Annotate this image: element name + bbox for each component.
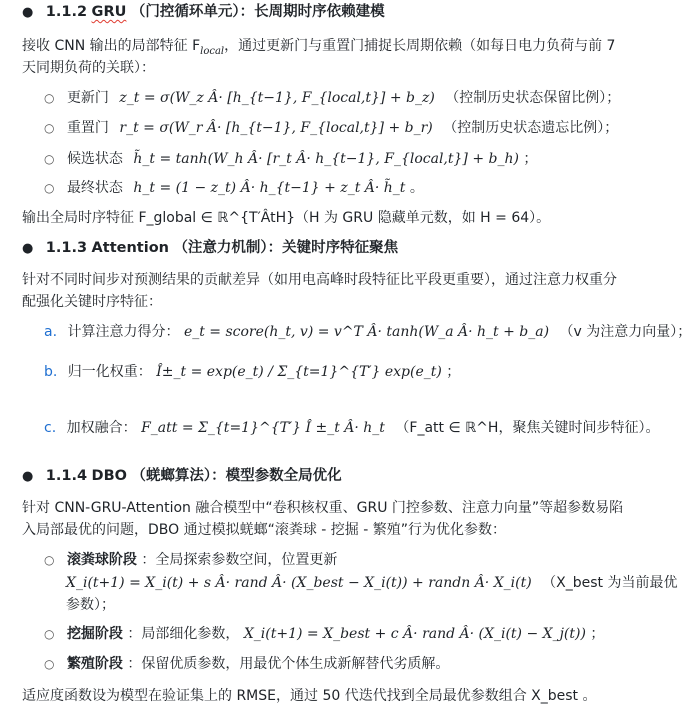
list-marker: a. xyxy=(44,324,58,340)
item-desc: ：局部细化参数， xyxy=(127,626,240,642)
list-item xyxy=(44,624,604,644)
item-label: 滚粪球阶段 xyxy=(66,552,137,568)
item-label: 候选状态 xyxy=(66,151,123,167)
intro-tail: ，通过更新门与重置门捕捉长周期依赖（如每日电力负荷与前 7 xyxy=(224,38,616,54)
list-item-continuation: 参数）； xyxy=(66,597,115,613)
heading-number: 1.1.2 xyxy=(45,4,88,20)
item-label: 挖掘阶段 xyxy=(66,626,123,642)
item-note: ； xyxy=(446,364,461,380)
circle-bullet-icon: ○ xyxy=(44,627,55,641)
item-desc: ：保留优质参数，用最优个体生成新解替代劣质解。 xyxy=(127,656,450,672)
bullet-dot: ● xyxy=(22,5,34,20)
list-marker: b. xyxy=(44,364,58,380)
intro-subscript: local xyxy=(200,45,225,57)
item-note: 。 xyxy=(409,180,424,196)
list-item-continuation xyxy=(66,573,678,593)
math-formula: F_att = Σ_{t=1}^{T′} Î ±_t Â· h_t xyxy=(141,420,385,436)
item-label: 计算注意力得分： xyxy=(67,324,180,340)
paragraph-line: 针对 CNN-GRU-Attention 融合模型中“卷积核权重、GRU 门控参数、注意力向量”等超参数易陷 xyxy=(22,500,624,516)
math-formula: Î±_t = exp(e_t) / Σ_{t=1}^{T′} exp(e_t) xyxy=(156,364,442,380)
circle-bullet-icon: ○ xyxy=(44,121,55,135)
circle-bullet-icon: ○ xyxy=(44,152,55,166)
list-item xyxy=(44,362,460,382)
paragraph-line: 输出全局时序特征 F_global ∈ ℝ^{T′ÂtH}（H 为 GRU 隐藏单元数，如 H = 64）。 xyxy=(22,210,551,226)
bullet-dot: ● xyxy=(22,241,34,256)
math-formula: e_t = score(h_t, v) = v^T Â· tanh(W_a Â· h_t + b_a) xyxy=(183,324,550,340)
section-heading-1-1-4 xyxy=(22,466,342,487)
list-item xyxy=(44,88,620,108)
circle-bullet-icon: ○ xyxy=(44,657,55,671)
list-item xyxy=(44,118,618,138)
item-note: ； xyxy=(590,626,605,642)
bullet-dot: ● xyxy=(22,469,34,484)
item-note: ； xyxy=(523,151,538,167)
item-label: 更新门 xyxy=(66,90,109,106)
list-marker: c. xyxy=(44,420,57,436)
heading-title: （注意力机制）：关键时序特征聚焦 xyxy=(173,240,399,256)
item-note: （v 为注意力向量）； xyxy=(559,324,691,340)
list-item xyxy=(44,322,691,342)
item-note: （控制历史状态遗忘比例）； xyxy=(443,120,619,136)
heading-abbr: DBO xyxy=(91,468,127,484)
heading-number: 1.1.4 xyxy=(45,468,88,484)
paragraph-line: 适应度函数设为模型在验证集上的 RMSE，通过 50 代迭代找到全局最优参数组合 X_best 。 xyxy=(22,688,597,704)
circle-bullet-icon: ○ xyxy=(44,91,55,105)
paragraph-line: 天同期负荷的关联）： xyxy=(22,60,155,76)
paragraph-line: 针对不同时间步对预测结果的贡献差异（如用电高峰时段特征比平段更重要），通过注意力权重分 xyxy=(22,272,617,288)
section-heading-1-1-2 xyxy=(22,2,385,23)
paragraph-line: 配强化关键时序特征： xyxy=(22,294,162,310)
heading-abbr: Attention xyxy=(91,240,169,256)
item-label: 归一化权重： xyxy=(67,364,152,380)
circle-bullet-icon: ○ xyxy=(44,553,55,567)
intro-text: 接收 CNN 输出的局部特征 F xyxy=(22,38,201,54)
section-heading-1-1-3 xyxy=(22,238,398,259)
item-label: 加权融合： xyxy=(66,420,137,436)
heading-abbr: GRU xyxy=(91,4,127,20)
math-formula: h_t = (1 − z_t) Â· h_{t−1} + z_t Â· h̃_t xyxy=(133,180,406,196)
math-formula: z_t = σ(W_z Â· [h_{t−1}, F_{local,t}] + b_z) xyxy=(119,90,435,106)
list-item xyxy=(44,550,337,570)
list-item xyxy=(44,149,537,169)
item-note: （F_att ∈ ℝ^H，聚焦关键时间步特征）。 xyxy=(395,420,660,436)
item-label: 重置门 xyxy=(66,120,109,136)
math-formula: X_i(t+1) = X_i(t) + s Â· rand Â· (X_best − X_i(t)) + randn Â· X_i(t) xyxy=(66,575,532,591)
item-label: 最终状态 xyxy=(66,180,123,196)
item-desc: ：全局探索参数空间，位置更新 xyxy=(141,552,338,568)
list-item xyxy=(44,654,449,674)
paragraph-line: 入局部最优的问题，DBO 通过模拟蜣螂“滚粪球 - 挖掘 - 繁殖”行为优化参数： xyxy=(22,522,507,538)
list-item xyxy=(44,418,659,438)
heading-title: （蜣螂算法）：模型参数全局优化 xyxy=(131,468,342,484)
item-note: （X_best 为当前最优 xyxy=(542,575,678,591)
heading-number: 1.1.3 xyxy=(45,240,88,256)
item-note: （控制历史状态保留比例）； xyxy=(445,90,621,106)
heading-title: （门控循环单元）：长周期时序依赖建模 xyxy=(130,4,385,20)
math-formula: h̃_t = tanh(W_h Â· [r_t Â· h_{t−1}, F_{local,t}] + b_h) xyxy=(133,151,519,167)
circle-bullet-icon: ○ xyxy=(44,181,55,195)
math-formula: r_t = σ(W_r Â· [h_{t−1}, F_{local,t}] + b_r) xyxy=(119,120,433,136)
item-label: 繁殖阶段 xyxy=(66,656,123,672)
math-formula: X_i(t+1) = X_best + c Â· rand Â· (X_i(t) − X_j(t)) xyxy=(243,626,586,642)
list-item xyxy=(44,178,424,198)
